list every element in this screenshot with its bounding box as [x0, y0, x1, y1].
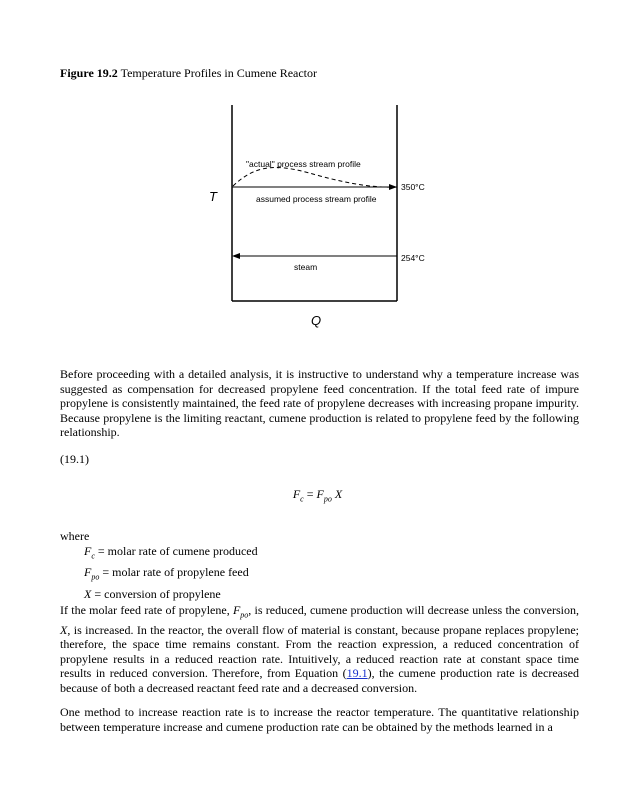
equation-19-1-link[interactable]: 19.1: [346, 666, 368, 681]
equation-lhs-sub: c: [300, 494, 304, 504]
definitions-list: [84, 543, 258, 607]
where-label: where: [60, 529, 90, 543]
temp-low-label: 254°C: [401, 253, 425, 263]
temperature-profile-diagram: [200, 100, 440, 335]
assumed-profile-label: assumed process stream profile: [256, 194, 377, 204]
paragraph-intro: Before proceeding with a detailed analysis, it is instructive to understand why a temperature increase was suggested as compensation for decreased propylene feed concentration. If the total feed rate of impure propylene is consistently maintained, the feed rate of propylene decreases with increasing propane impurity. Because propylene is the limiting reactant, cumene production is related to propylene feed by the following relationship.: [60, 367, 579, 439]
temperature-profile-figure: [200, 100, 440, 335]
equation-equals: =: [303, 487, 317, 501]
figure-caption-label: Figure 19.2: [60, 66, 118, 80]
steam-label: steam: [294, 262, 318, 272]
equation-number: (19.1): [60, 452, 89, 466]
paragraph-conversion: If the molar feed rate of propylene, $F_{po}$, is reduced, cumene production will decrease unless the conversion, X, is increased. In the reactor, the overall flow of material is constant, because propane replaces propylene; therefore, the space time remains constant. From the reaction expression, a reduced concentration of propylene results in a reduced reaction rate. Intuitively, a reduced reaction rate at constant space time results in reduced conversion. Therefore, from Equation (19.1), the cumene production rate is decreased because of both a decreased reactant feed rate and a decreased conversion.: [60, 603, 579, 695]
actual-profile-curve: [233, 167, 397, 187]
equation-rhs: F: [316, 487, 324, 501]
y-axis-label: T: [209, 189, 217, 204]
equation-19-1: [0, 487, 635, 503]
figure-caption-text: Temperature Profiles in Cumene Reactor: [120, 66, 318, 80]
equation-lhs: F: [292, 487, 301, 501]
equation-rhs-tail: X: [331, 487, 343, 501]
actual-profile-label: "actual" process stream profile: [246, 159, 361, 169]
temp-high-label: 350°C: [401, 182, 425, 192]
paragraph-temperature: One method to increase reaction rate is to increase the reactor temperature. The quantitative relationship between temperature increase and cumene production rate can be obtained by the methods learned in a: [60, 705, 579, 734]
assumed-profile-arrowhead: [389, 184, 397, 190]
equation-rhs-sub: po: [323, 494, 332, 504]
definition-item: $F_{po}$ = molar rate of propylene feed: [84, 565, 249, 582]
definition-item: X = conversion of propylene: [84, 586, 221, 601]
steam-arrowhead: [232, 253, 240, 259]
x-axis-label: Q: [311, 313, 322, 328]
figure-caption: [60, 66, 317, 80]
definition-item: $F_c$ = molar rate of cumene produced: [84, 544, 258, 561]
